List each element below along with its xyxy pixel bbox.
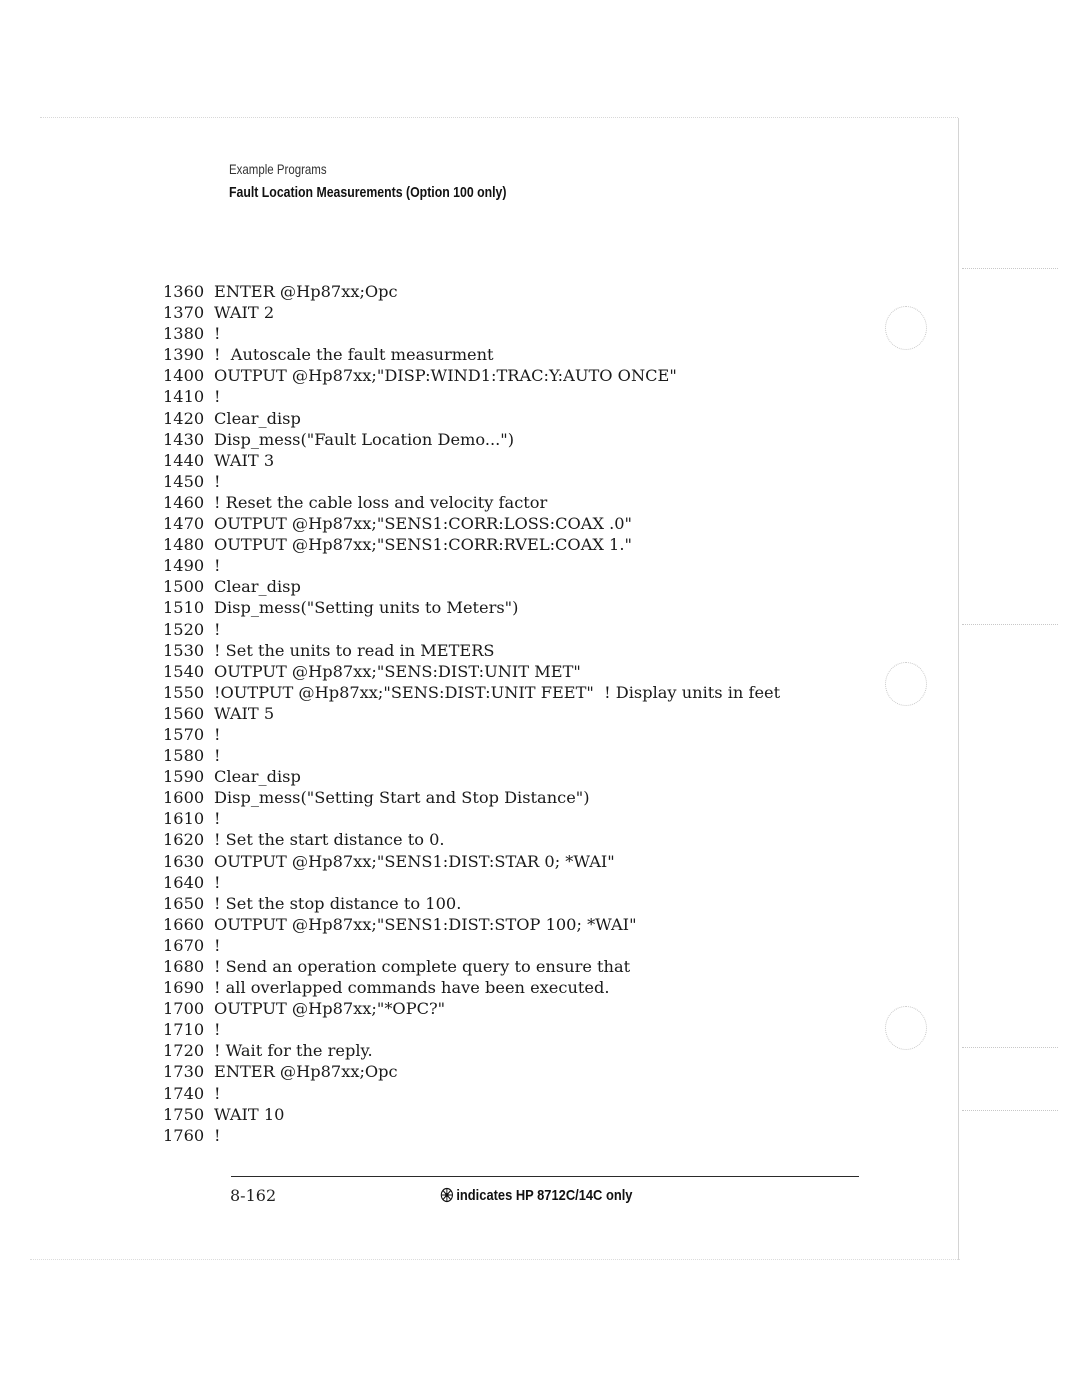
code-line xyxy=(163,492,780,513)
line-text: !OUTPUT @Hp87xx;"SENS:DIST:UNIT FEET" ! Display units in feet xyxy=(214,682,781,702)
line-text: Disp_mess("Fault Location Demo...") xyxy=(214,429,515,449)
line-number: 1660 xyxy=(163,914,205,934)
code-line xyxy=(163,471,780,492)
line-text: OUTPUT @Hp87xx;"SENS1:DIST:STAR 0; *WAI" xyxy=(214,851,615,871)
code-line xyxy=(163,956,780,977)
code-line xyxy=(163,386,780,407)
code-line xyxy=(163,682,780,703)
line-number: 1510 xyxy=(163,598,205,618)
line-text: ! Wait for the reply. xyxy=(214,1041,373,1061)
line-number: 1380 xyxy=(163,324,205,344)
page-number: 8-162 xyxy=(230,1186,277,1205)
line-number: 1450 xyxy=(163,471,205,491)
tab-divider xyxy=(962,624,1058,625)
line-number: 1740 xyxy=(163,1083,205,1103)
section-title: Fault Location Measurements (Option 100 only) xyxy=(229,184,507,201)
code-line xyxy=(163,1125,780,1146)
line-number: 1520 xyxy=(163,619,205,639)
line-number: 1690 xyxy=(163,978,205,998)
line-number: 1470 xyxy=(163,514,205,534)
line-text: WAIT 10 xyxy=(214,1104,285,1124)
line-text: ! xyxy=(214,746,221,766)
footer-note xyxy=(440,1187,632,1207)
line-text: OUTPUT @Hp87xx;"SENS1:DIST:STOP 100; *WAI" xyxy=(214,914,637,934)
line-text: ! xyxy=(214,556,221,576)
line-number: 1410 xyxy=(163,387,205,407)
line-text: ! xyxy=(214,471,221,491)
footer-note-text: indicates HP 8712C/14C only xyxy=(456,1187,633,1204)
section-label: Example Programs xyxy=(229,161,327,177)
code-line xyxy=(163,872,780,893)
line-number: 1620 xyxy=(163,830,205,850)
line-number: 1750 xyxy=(163,1104,205,1124)
code-line xyxy=(163,893,780,914)
punch-hole xyxy=(885,306,927,350)
code-line xyxy=(163,808,780,829)
tab-divider xyxy=(962,268,1058,269)
code-line xyxy=(163,302,780,323)
line-number: 1720 xyxy=(163,1041,205,1061)
line-text: WAIT 3 xyxy=(214,450,275,470)
code-line xyxy=(163,576,780,597)
code-line xyxy=(163,787,780,808)
line-text: OUTPUT @Hp87xx;"DISP:WIND1:TRAC:Y:AUTO ONCE" xyxy=(214,366,677,386)
line-number: 1440 xyxy=(163,450,205,470)
line-text: Clear_disp xyxy=(214,408,301,428)
code-line xyxy=(163,977,780,998)
code-line xyxy=(163,429,780,450)
line-number: 1680 xyxy=(163,957,205,976)
punch-hole xyxy=(885,662,927,706)
line-text: ! Set the start distance to 0. xyxy=(214,830,445,850)
line-text: ! Set the stop distance to 100. xyxy=(214,893,462,913)
line-number: 1360 xyxy=(163,282,205,301)
line-number: 1580 xyxy=(163,746,205,766)
code-listing xyxy=(163,281,780,1146)
code-line xyxy=(163,450,780,471)
line-text: ! all overlapped commands have been executed. xyxy=(214,978,610,998)
code-line xyxy=(163,281,780,302)
line-text: ENTER @Hp87xx;Opc xyxy=(214,1062,398,1082)
tab-divider xyxy=(962,1047,1058,1048)
code-line xyxy=(163,408,780,429)
punch-hole xyxy=(885,1006,927,1050)
line-text: ! xyxy=(214,1125,221,1145)
line-text: OUTPUT @Hp87xx;"SENS1:CORR:RVEL:COAX 1." xyxy=(214,535,632,555)
line-text: ! xyxy=(214,1083,221,1103)
line-number: 1420 xyxy=(163,408,205,428)
code-line xyxy=(163,661,780,682)
code-line xyxy=(163,1019,780,1040)
line-number: 1650 xyxy=(163,893,205,913)
line-number: 1530 xyxy=(163,640,205,660)
footer-rule xyxy=(231,1176,859,1177)
line-text: ! xyxy=(214,619,221,639)
code-line xyxy=(163,766,780,787)
line-text: OUTPUT @Hp87xx;"SENS1:CORR:LOSS:COAX .0" xyxy=(214,514,632,534)
running-header xyxy=(229,160,567,202)
line-number: 1430 xyxy=(163,429,205,449)
line-text: WAIT 2 xyxy=(214,303,275,323)
line-number: 1540 xyxy=(163,661,205,681)
code-line xyxy=(163,597,780,618)
code-line xyxy=(163,640,780,661)
line-number: 1370 xyxy=(163,303,205,323)
line-number: 1490 xyxy=(163,556,205,576)
line-text: Clear_disp xyxy=(214,767,301,787)
code-line xyxy=(163,914,780,935)
line-text: OUTPUT @Hp87xx;"*OPC?" xyxy=(214,999,446,1019)
code-line xyxy=(163,619,780,640)
code-line xyxy=(163,998,780,1019)
line-text: ! Send an operation complete query to ensure that xyxy=(214,957,631,976)
line-text: ! xyxy=(214,724,221,744)
line-text: ! xyxy=(214,809,221,829)
line-number: 1500 xyxy=(163,577,205,597)
scan-edge-bottom xyxy=(30,1259,960,1260)
line-text: ! xyxy=(214,1020,221,1040)
line-number: 1480 xyxy=(163,535,205,555)
code-line xyxy=(163,935,780,956)
line-text: WAIT 5 xyxy=(214,703,275,723)
line-text: ! Reset the cable loss and velocity factor xyxy=(214,492,548,512)
line-number: 1760 xyxy=(163,1125,205,1145)
line-number: 1400 xyxy=(163,366,205,386)
code-line xyxy=(163,745,780,766)
line-text: Disp_mess("Setting Start and Stop Distance") xyxy=(214,788,590,808)
scan-edge-top xyxy=(40,117,958,118)
line-number: 1630 xyxy=(163,851,205,871)
line-number: 1640 xyxy=(163,872,205,892)
line-text: ENTER @Hp87xx;Opc xyxy=(214,282,398,301)
line-number: 1550 xyxy=(163,682,205,702)
line-number: 1670 xyxy=(163,935,205,955)
line-number: 1460 xyxy=(163,492,205,512)
code-line xyxy=(163,344,780,365)
code-line xyxy=(163,1083,780,1104)
line-number: 1570 xyxy=(163,724,205,744)
line-number: 1610 xyxy=(163,809,205,829)
code-line xyxy=(163,724,780,745)
line-number: 1600 xyxy=(163,788,205,808)
line-number: 1710 xyxy=(163,1020,205,1040)
line-text: ! Autoscale the fault measurment xyxy=(214,345,494,365)
line-text: OUTPUT @Hp87xx;"SENS:DIST:UNIT MET" xyxy=(214,661,581,681)
line-number: 1730 xyxy=(163,1062,205,1082)
line-text: ! Set the units to read in METERS xyxy=(214,640,495,660)
line-number: 1700 xyxy=(163,999,205,1019)
line-text: ! xyxy=(214,324,221,344)
code-line xyxy=(163,534,780,555)
code-line xyxy=(163,513,780,534)
code-line xyxy=(163,1061,780,1082)
code-line xyxy=(163,829,780,850)
code-line xyxy=(163,323,780,344)
code-line xyxy=(163,851,780,872)
line-number: 1560 xyxy=(163,703,205,723)
code-line xyxy=(163,1104,780,1125)
line-number: 1590 xyxy=(163,767,205,787)
tab-divider xyxy=(962,1110,1058,1111)
code-line xyxy=(163,365,780,386)
starburst-icon xyxy=(440,1187,454,1207)
line-text: ! xyxy=(214,387,221,407)
line-number: 1390 xyxy=(163,345,205,365)
line-text: ! xyxy=(214,872,221,892)
code-line xyxy=(163,1040,780,1061)
line-text: Clear_disp xyxy=(214,577,301,597)
scan-edge-right xyxy=(958,118,959,1260)
code-line xyxy=(163,555,780,576)
line-text: ! xyxy=(214,935,221,955)
code-line xyxy=(163,703,780,724)
line-text: Disp_mess("Setting units to Meters") xyxy=(214,598,519,618)
